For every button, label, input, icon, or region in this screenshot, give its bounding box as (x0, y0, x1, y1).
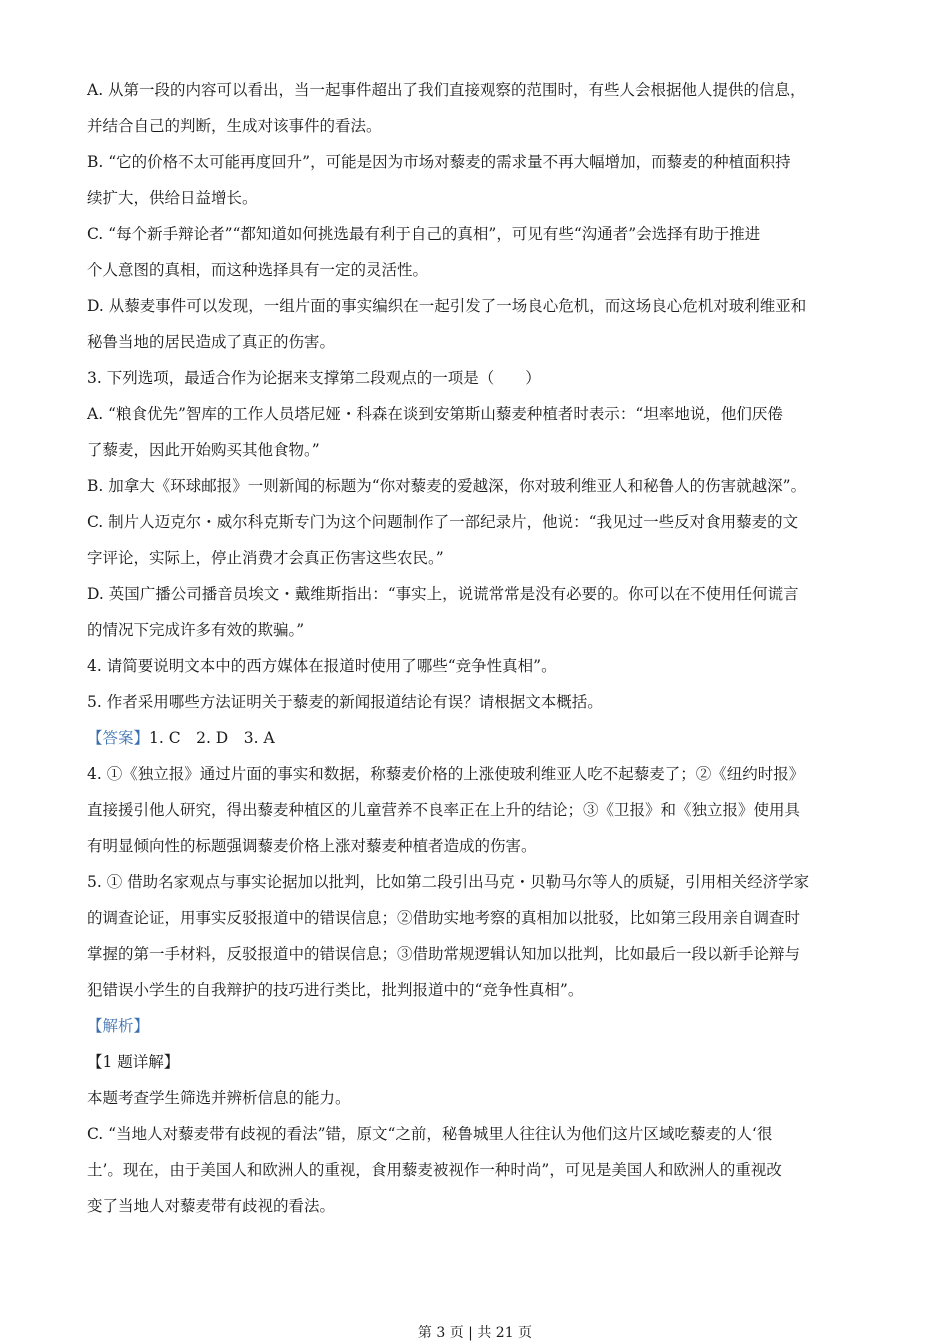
analysis-q1-heading: 【1 题详解】 (87, 1053, 180, 1071)
answer-tag: 【答案】 (87, 729, 150, 747)
answer-5-line-4: 犯错误小学生的自我辩护的技巧进行类比，批判报道中的“竞争性真相”。 (87, 981, 584, 999)
option-1a-line-2: 并结合自己的判断，生成对该事件的看法。 (87, 117, 382, 135)
question-4: 4. 请简要说明文本中的西方媒体在报道时使用了哪些“竞争性真相”。 (87, 657, 557, 675)
option-1b-line-1: B. “它的价格不太可能再度回升”，可能是因为市场对藜麦的需求量不再大幅增加，而藜麦的种植面积持 (87, 153, 791, 171)
option-3c-line-1: C. 制片人迈克尔・威尔科克斯专门为这个问题制作了一部纪录片，他说：“我见过一些反对食用藜麦的文 (87, 513, 799, 531)
answer-text: 1. C 2. D 3. A (149, 729, 275, 747)
analysis-q1-line-1: C. “当地人对藜麦带有歧视的看法”错，原文“之前，秘鲁城里人往往认为他们这片区域吃藜麦的人‘很 (87, 1125, 773, 1143)
option-1a-line-1: A. 从第一段的内容可以看出，当一起事件超出了我们直接观察的范围时，有些人会根据他人提供的信息， (87, 81, 806, 99)
answer-5-line-2: 的调查论证，用事实反驳报道中的错误信息；②借助实地考察的真相加以批驳，比如第三段用亲自调查时 (87, 909, 801, 927)
analysis-line (87, 1008, 877, 1044)
option-1c-line-2: 个人意图的真相，而这种选择具有一定的灵活性。 (87, 261, 429, 279)
option-3c-line-2: 字评论，实际上，停止消费才会真正伤害这些农民。” (87, 549, 444, 567)
analysis-q1-line-3: 变了当地人对藜麦带有歧视的看法。 (87, 1197, 336, 1215)
document-body (87, 72, 877, 1224)
answer-4-line-2: 直接援引他人研究，得出藜麦种植区的儿童营养不良率正在上升的结论；③《卫报》和《独立报》使用具 (87, 801, 801, 819)
answer-5-line-1: 5. ① 借助名家观点与事实论据加以批判，比如第二段引出马克・贝勒马尔等人的质疑，引用相关经济学家 (87, 873, 810, 891)
option-3a-line-1: A. “粮食优先”智库的工作人员塔尼娅・科森在谈到安第斯山藜麦种植者时表示：“坦率地说，他们厌倦 (87, 405, 783, 423)
option-1d-line-2: 秘鲁当地的居民造成了真正的伤害。 (87, 333, 336, 351)
analysis-tag: 【解析】 (87, 1017, 150, 1035)
answer-4-line-1: 4. ①《独立报》通过片面的事实和数据，称藜麦价格的上涨使玻利维亚人吃不起藜麦了；②《纽约时报》 (87, 765, 805, 783)
answer-line (87, 720, 877, 756)
option-3b-line-1: B. 加拿大《环球邮报》一则新闻的标题为“你对藜麦的爱越深，你对玻利维亚人和秘鲁人的伤害就越深”。 (87, 477, 807, 495)
analysis-q1-line-2: 土’。现在，由于美国人和欧洲人的重视，食用藜麦被视作一种时尚”，可见是美国人和欧洲人的重视改 (87, 1161, 782, 1179)
option-3a-line-2: 了藜麦，因此开始购买其他食物。” (87, 441, 320, 459)
option-1b-line-2: 续扩大，供给日益增长。 (87, 189, 258, 207)
question-5: 5. 作者采用哪些方法证明关于藜麦的新闻报道结论有误？请根据文本概括。 (87, 693, 603, 711)
option-3d-line-1: D. 英国广播公司播音员埃文・戴维斯指出：“事实上，说谎常常是没有必要的。你可以在不使用任何谎言 (87, 585, 799, 603)
answer-4-line-3: 有明显倾向性的标题强调藜麦价格上涨对藜麦种植者造成的伤害。 (87, 837, 537, 855)
option-1d-line-1: D. 从藜麦事件可以发现，一组片面的事实编织在一起引发了一场良心危机，而这场良心危机对玻利维亚和 (87, 297, 807, 315)
question-3: 3. 下列选项，最适合作为论据来支撑第二段观点的一项是（ ） (87, 369, 541, 387)
option-1c-line-1: C. “每个新手辩论者”“都知道如何挑选最有利于自己的真相”，可见有些“沟通者”会选择有助于推进 (87, 225, 761, 243)
option-3d-line-2: 的情况下完成许多有效的欺骗。” (87, 621, 305, 639)
analysis-q1-intro: 本题考查学生筛选并辨析信息的能力。 (87, 1089, 351, 1107)
page-footer: 第 3 页 | 共 21 页 (417, 1325, 533, 1341)
answer-5-line-3: 掌握的第一手材料，反驳报道中的错误信息；③借助常规逻辑认知加以批判，比如最后一段以新手论辩与 (87, 945, 801, 963)
